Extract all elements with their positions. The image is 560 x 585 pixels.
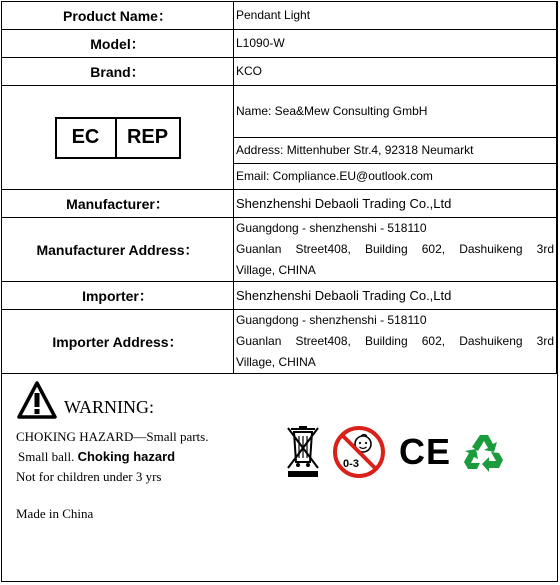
row-importer-address: [2, 310, 557, 374]
compliance-symbols: [285, 424, 505, 480]
warning-choking-hazard-bold: Choking hazard: [77, 449, 176, 464]
address-word: 602,: [421, 242, 446, 256]
address-word: Guanlan: [236, 242, 282, 256]
row-ec-rep-name: [2, 86, 557, 138]
warning-line-age: Not for children under 3 yrs: [16, 469, 162, 484]
row-product-name: [2, 2, 557, 30]
importer-address-line1: Guangdong - shenzhenshi - 518110: [236, 313, 427, 327]
importer-address-label: Importer Address：: [2, 310, 234, 374]
ec-rep-left: EC: [57, 119, 117, 157]
model-label: Model：: [2, 30, 234, 58]
warning-line-small-ball: [16, 449, 276, 465]
ec-rep-symbol: [2, 117, 233, 159]
row-manufacturer: [2, 190, 557, 218]
not-for-under-3-icon: [331, 424, 387, 480]
manufacturer-address-line1: Guangdong - shenzhenshi - 518110: [236, 221, 427, 235]
manufacturer-label: Manufacturer：: [2, 190, 234, 218]
warning-header: [16, 380, 276, 420]
importer-label: Importer：: [2, 282, 234, 310]
address-word: Dashuikeng: [459, 334, 523, 348]
row-brand: [2, 58, 557, 86]
importer-value: Shenzhenshi Debaoli Trading Co.,Ltd: [234, 282, 557, 310]
brand-value: KCO: [234, 58, 557, 86]
ec-rep-address: Address: Mittenhuber Str.4, 92318 Neumarkt: [234, 138, 557, 164]
model-value: L1090-W: [234, 30, 557, 58]
ce-mark-icon: CE: [399, 431, 452, 472]
recycle-icon: [463, 431, 505, 473]
row-manufacturer-address: [2, 218, 557, 282]
product-info-table: [1, 1, 557, 374]
ec-rep-box: [55, 117, 181, 159]
warning-small-ball-text: Small ball.: [18, 449, 78, 464]
importer-address-line3: Village, CHINA: [236, 355, 316, 369]
row-importer: [2, 282, 557, 310]
importer-address-value: [234, 310, 557, 374]
made-in-text: Made in China: [16, 506, 94, 521]
product-name-label: Product Name：: [2, 2, 234, 30]
manufacturer-address-line2: [236, 239, 556, 260]
weee-bin-icon: [285, 426, 321, 478]
address-word: 602,: [421, 334, 446, 348]
ec-rep-email: Email: Compliance.EU@outlook.com: [234, 164, 557, 190]
row-model: [2, 30, 557, 58]
address-word: Dashuikeng: [459, 242, 523, 256]
address-word: Street408,: [295, 334, 351, 348]
manufacturer-address-value: [234, 218, 557, 282]
address-word: Building: [364, 242, 408, 256]
age-range-label: 0-3: [343, 458, 359, 470]
ec-rep-right: REP: [126, 126, 169, 148]
address-word: 3rd: [536, 242, 554, 256]
product-name-value: Pendant Light: [234, 2, 557, 30]
warning-title: WARNING:: [64, 397, 154, 417]
product-label-sheet: [1, 1, 558, 582]
warning-line-choking: CHOKING HAZARD—Small parts.: [16, 429, 209, 444]
importer-address-line2: [236, 331, 556, 352]
address-word: Building: [364, 334, 408, 348]
brand-label: Brand：: [2, 58, 234, 86]
manufacturer-address-label: Manufacturer Address：: [2, 218, 234, 282]
warning-block: [16, 380, 276, 522]
address-word: 3rd: [536, 334, 554, 348]
warning-triangle-icon: [16, 380, 58, 420]
ec-rep-cell: [2, 86, 234, 190]
address-word: Guanlan: [236, 334, 282, 348]
address-word: Street408,: [295, 242, 351, 256]
manufacturer-address-line3: Village, CHINA: [236, 263, 316, 277]
ec-rep-name: Name: Sea&Mew Consulting GmbH: [234, 86, 557, 138]
manufacturer-value: Shenzhenshi Debaoli Trading Co.,Ltd: [234, 190, 557, 218]
